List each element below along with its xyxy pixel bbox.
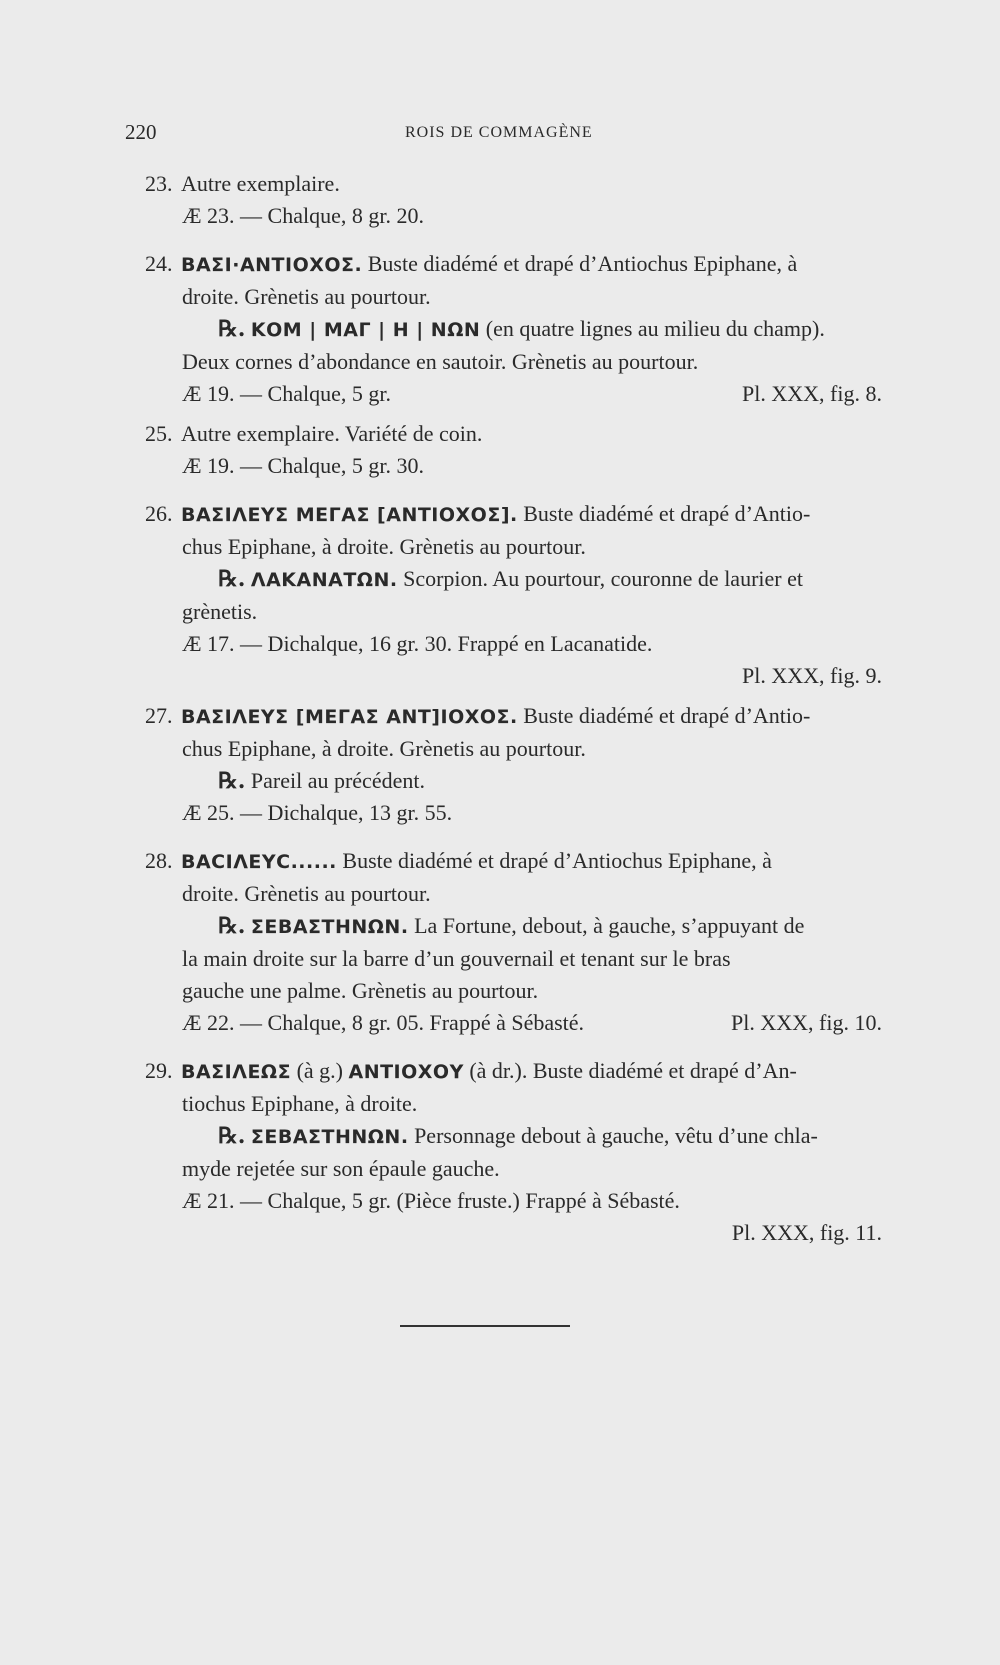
entry-line — [0, 248, 1000, 281]
reverse-legend: ΛΑΚΑΝΑΤΩΝ. — [250, 569, 398, 591]
entry-number: 26. — [145, 501, 173, 526]
section-divider — [400, 1325, 570, 1327]
metal-info: Æ 19. — Chalque, 5 gr. — [182, 381, 391, 406]
obverse-legend: ΒΑΣΙΛΕΩΣ — [181, 1061, 292, 1083]
catalogue-entry-27 — [0, 700, 1000, 829]
metal-line — [0, 1007, 1000, 1039]
entry-number: 25. — [145, 421, 173, 446]
page-number: 220 — [125, 120, 157, 144]
entry-line — [0, 498, 1000, 531]
entry-text: Autre exemplaire. — [181, 171, 340, 196]
obverse-description: Buste diadémé et drapé d’An- — [532, 1058, 797, 1083]
legend-note: (à dr.). — [469, 1058, 528, 1083]
reverse-symbol-icon: ℞. — [218, 913, 246, 939]
metal-line: Æ 17. — Dichalque, 16 gr. 30. Frappé en Lacanatide. — [182, 631, 653, 656]
catalogue-entry-26 — [0, 498, 1000, 692]
running-title: ROIS DE COMMAGÈNE — [405, 124, 593, 141]
entry-number: 23. — [145, 171, 173, 196]
legend-note: (à g.) — [296, 1058, 343, 1083]
entry-line — [0, 418, 1000, 450]
catalogue-entry-29 — [0, 1055, 1000, 1249]
obverse-legend: ΒΑΣΙΛΕΥΣ ΜΕΓΑΣ [ΑΝΤΙΟΧΟΣ]. — [181, 504, 518, 526]
entry-line: droite. Grènetis au pourtour. — [182, 284, 431, 309]
entry-line — [0, 700, 1000, 733]
metal-line: Æ 21. — Chalque, 5 gr. (Pièce fruste.) Frappé à Sébasté. — [182, 1188, 680, 1213]
obverse-description: Buste diadémé et drapé d’Antio- — [523, 703, 811, 728]
reverse-line — [0, 910, 1000, 943]
reverse-symbol-icon: ℞. — [218, 316, 246, 342]
plate-reference: Pl. XXX, fig. 10. — [731, 1010, 882, 1035]
entry-line — [0, 1055, 1000, 1088]
obverse-legend: ΒΑCΙΛΕΥC...... — [181, 851, 337, 873]
metal-info: Æ 22. — Chalque, 8 gr. 05. Frappé à Sébasté. — [182, 1010, 585, 1035]
entry-line: gauche une palme. Grènetis au pourtour. — [182, 978, 539, 1003]
catalogue-entry-28 — [0, 845, 1000, 1039]
metal-line: Æ 19. — Chalque, 5 gr. 30. — [182, 453, 424, 478]
metal-line — [0, 378, 1000, 410]
entry-number: 29. — [145, 1058, 173, 1083]
reverse-legend: ΚΟΜ | ΜΑΓ | Η | ΝΩΝ — [250, 319, 481, 341]
catalogue-entry-25 — [0, 418, 1000, 482]
entry-line: la main droite sur la barre d’un gouvernail et tenant sur le bras — [182, 946, 731, 971]
entry-line: Deux cornes d’abondance en sautoir. Grènetis au pourtour. — [182, 349, 699, 374]
entry-number: 28. — [145, 848, 173, 873]
catalogue-entry-24 — [0, 248, 1000, 410]
obverse-legend-2: ΑΝΤΙΟΧΟΥ — [348, 1061, 464, 1083]
entry-number: 24. — [145, 251, 173, 276]
entry-line: droite. Grènetis au pourtour. — [182, 881, 431, 906]
reverse-description: Personnage debout à gauche, vêtu d’une chla- — [414, 1123, 818, 1148]
entry-line: tiochus Epiphane, à droite. — [182, 1091, 418, 1116]
reverse-legend: ΣΕΒΑΣΤΗΝΩΝ. — [250, 916, 409, 938]
reverse-description: (en quatre lignes au milieu du champ). — [485, 316, 825, 341]
catalogue-body — [0, 168, 1000, 1249]
reverse-description: Pareil au précédent. — [250, 768, 425, 793]
entry-line: chus Epiphane, à droite. Grènetis au pourtour. — [182, 736, 586, 761]
entry-line: grènetis. — [182, 599, 258, 624]
entry-line — [0, 168, 1000, 200]
obverse-legend: ΒΑΣΙΛΕΥΣ [ΜΕΓΑΣ ΑΝΤ]ΙΟΧΟΣ. — [181, 706, 518, 728]
entry-line: myde rejetée sur son épaule gauche. — [182, 1156, 500, 1181]
plate-reference: Pl. XXX, fig. 9. — [742, 663, 882, 688]
entry-line — [0, 845, 1000, 878]
reverse-symbol-icon: ℞. — [218, 1123, 246, 1149]
plate-reference: Pl. XXX, fig. 11. — [731, 1220, 882, 1245]
obverse-description: Buste diadémé et drapé d’Antiochus Epiphane, à — [342, 848, 772, 873]
reverse-line — [0, 1120, 1000, 1153]
obverse-description: Buste diadémé et drapé d’Antiochus Epiphane, à — [367, 251, 798, 276]
reverse-description: Scorpion. Au pourtour, couronne de laurier et — [403, 566, 803, 591]
catalogue-entry-23 — [0, 168, 1000, 232]
reverse-description: La Fortune, debout, à gauche, s’appuyant de — [414, 913, 805, 938]
obverse-legend: ΒΑΣΙ·ΑΝΤΙΟΧΟΣ. — [181, 254, 363, 276]
entry-number: 27. — [145, 703, 173, 728]
entry-text: Autre exemplaire. Variété de coin. — [181, 421, 483, 446]
reverse-line — [0, 563, 1000, 596]
reverse-legend: ΣΕΒΑΣΤΗΝΩΝ. — [250, 1126, 409, 1148]
reverse-line — [0, 313, 1000, 346]
metal-line: Æ 23. — Chalque, 8 gr. 20. — [182, 203, 424, 228]
metal-line: Æ 25. — Dichalque, 13 gr. 55. — [182, 800, 453, 825]
reverse-symbol-icon: ℞. — [218, 768, 246, 794]
entry-line: chus Epiphane, à droite. Grènetis au pourtour. — [182, 534, 586, 559]
obverse-description: Buste diadémé et drapé d’Antio- — [523, 501, 811, 526]
reverse-symbol-icon: ℞. — [218, 566, 246, 592]
page-header — [125, 120, 895, 150]
reverse-line — [0, 765, 1000, 797]
plate-reference: Pl. XXX, fig. 8. — [742, 381, 882, 406]
